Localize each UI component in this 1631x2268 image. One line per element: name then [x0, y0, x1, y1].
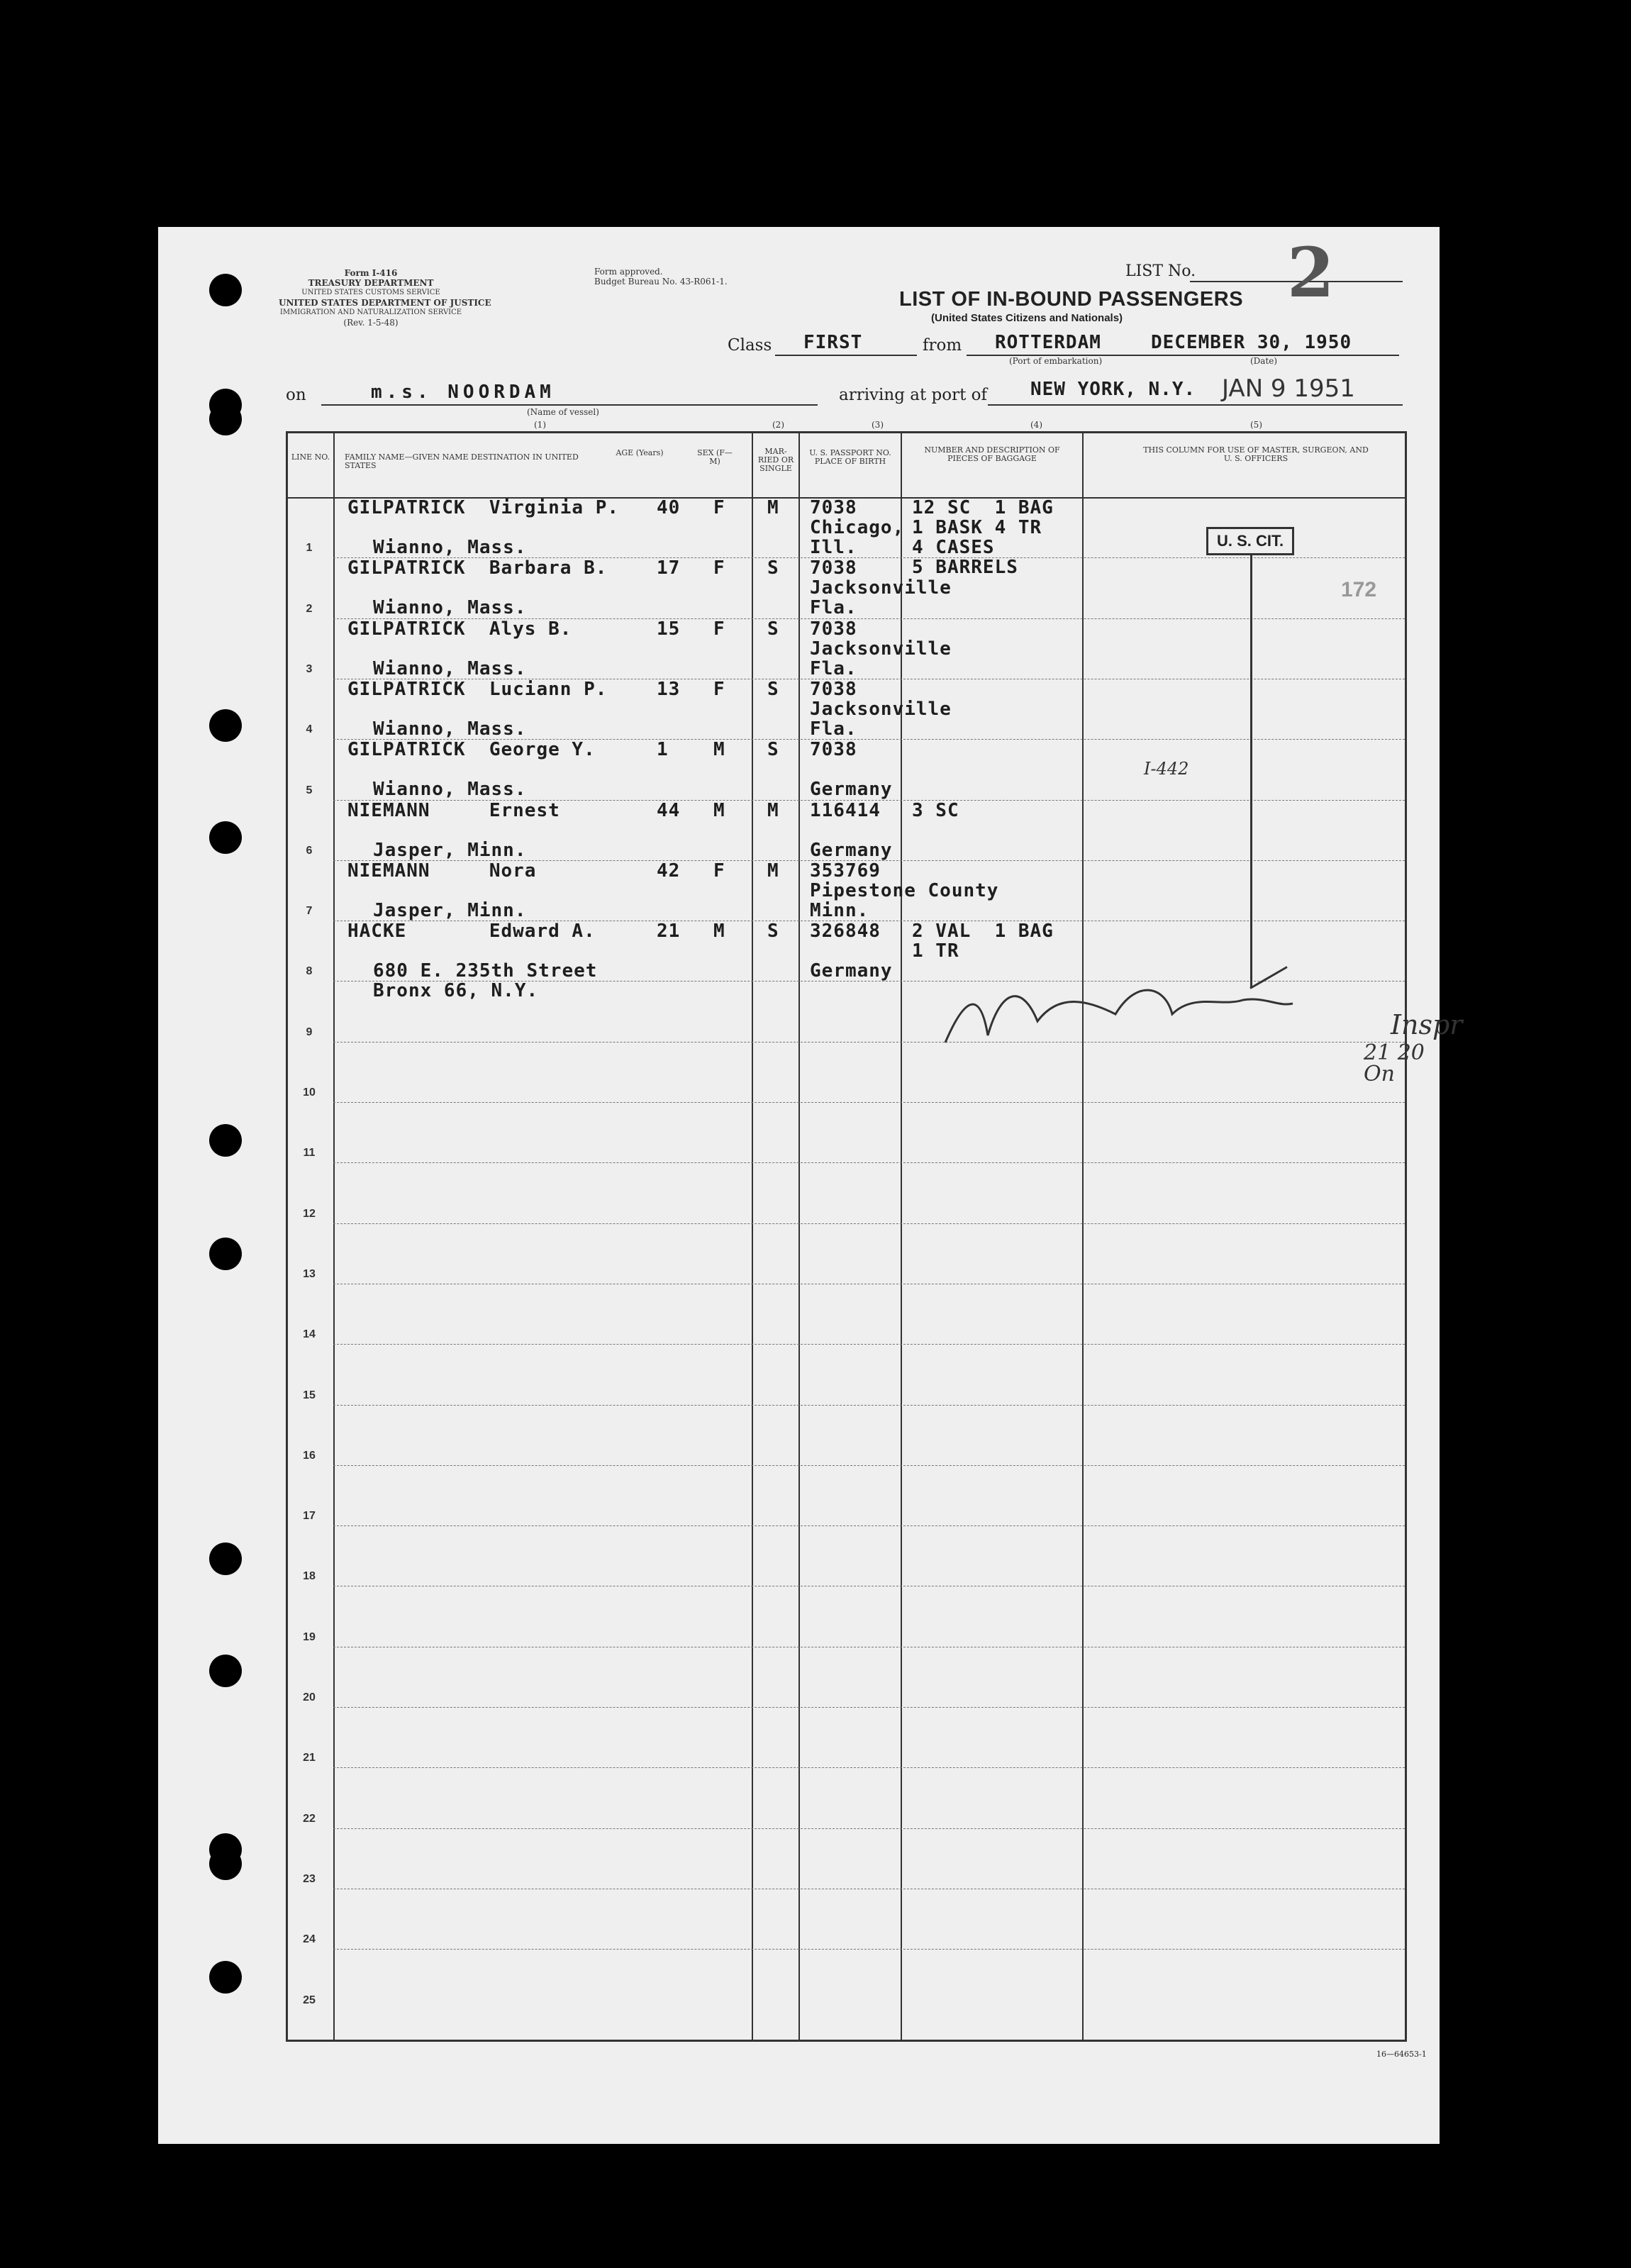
passenger-baggage: 5 BARRELS	[912, 557, 1018, 578]
passenger-marital: S	[767, 678, 779, 700]
passenger-marital: S	[767, 739, 779, 761]
form-number: Form I-416	[344, 268, 398, 278]
passenger-sex: M	[713, 921, 725, 943]
punch-hole	[209, 274, 242, 306]
manifest-sheet	[158, 227, 1463, 2144]
class-label: Class	[728, 336, 772, 355]
punch-hole	[209, 709, 242, 742]
approved-text: Form approved.	[594, 267, 663, 277]
passenger-age: 17	[657, 557, 681, 579]
passenger-sex: M	[713, 799, 725, 821]
passenger-marital: S	[767, 557, 779, 579]
form-subtitle: (United States Citizens and Nationals)	[931, 312, 1123, 324]
passenger-passport: 7038	[810, 497, 857, 518]
passenger-name: GILPATRICK Alys B.	[347, 618, 572, 640]
col-header-officers: THIS COLUMN FOR USE OF MASTER, SURGEON, AND U. S. OFFICERS	[1143, 445, 1369, 463]
line-number: 21	[303, 1752, 316, 1764]
annotation-time: 21 20 On	[1364, 1040, 1425, 1086]
line-number: 13	[303, 1267, 316, 1280]
on-label: on	[286, 386, 306, 404]
passenger-sex: F	[713, 618, 725, 640]
punch-hole	[209, 821, 242, 854]
passenger-baggage: 4 CASES	[912, 537, 995, 558]
passenger-passport: 7038	[810, 557, 857, 579]
passenger-passport: 7038	[810, 678, 857, 700]
passenger-birth-line2: Germany	[810, 839, 893, 861]
punch-hole	[209, 1238, 242, 1270]
passenger-destination: Wianno, Mass.	[373, 657, 527, 679]
dept-ins: IMMIGRATION AND NATURALIZATION SERVICE	[279, 308, 462, 316]
line-number: 25	[303, 1994, 316, 2006]
line-number: 6	[306, 844, 313, 857]
passenger-age: 13	[657, 678, 681, 700]
line-number: 3	[306, 662, 313, 675]
passenger-destination-line2: Bronx 66, N.Y.	[373, 980, 539, 1002]
line-number: 8	[306, 965, 313, 978]
col-header-age: AGE (Years)	[616, 448, 664, 457]
line-number: 10	[303, 1086, 316, 1099]
col-header-line: LINE NO.	[291, 452, 330, 462]
passenger-birth-line2: Fla.	[810, 597, 857, 619]
footer-code: 16—64653-1	[1376, 2050, 1427, 2059]
passenger-marital: M	[767, 497, 779, 518]
passenger-destination: Wianno, Mass.	[373, 537, 527, 558]
from-value: ROTTERDAM	[995, 332, 1101, 353]
form-title: LIST OF IN-BOUND PASSENGERS	[899, 288, 1244, 311]
line-number: 22	[303, 1812, 316, 1825]
arriving-label: arriving at port of	[839, 386, 987, 404]
passenger-sex: F	[713, 557, 725, 579]
line-number: 23	[303, 1872, 316, 1885]
col-header-sex: SEX (F—M)	[697, 448, 733, 466]
passenger-baggage: 1 BASK 4 TR	[912, 517, 1042, 538]
passenger-name: NIEMANN Nora	[347, 860, 537, 882]
arrival-date: JAN 9 1951	[1222, 374, 1355, 403]
list-no-label: LIST No.	[1125, 262, 1196, 280]
line-number: 7	[306, 905, 313, 918]
punch-hole	[209, 1847, 242, 1880]
line-number: 17	[303, 1510, 316, 1523]
passenger-birth-line1: Jacksonville	[810, 698, 952, 720]
us-citizen-stamp: U. S. CIT.	[1206, 527, 1294, 555]
passenger-age: 15	[657, 618, 681, 640]
line-number: 4	[306, 723, 313, 736]
vessel-name: m.s. NOORDAM	[371, 382, 555, 403]
class-value: FIRST	[803, 332, 863, 353]
col-header-passport: U. S. PASSPORT NO. PLACE OF BIRTH	[809, 448, 891, 466]
passenger-passport: 7038	[810, 618, 857, 640]
colnum-1: (1)	[534, 420, 546, 430]
colnum-2: (2)	[772, 420, 784, 430]
passenger-destination: Wianno, Mass.	[373, 597, 527, 619]
passenger-name: GILPATRICK Barbara B.	[347, 557, 608, 579]
line-number: 24	[303, 1933, 316, 1946]
passenger-birth-line2: Fla.	[810, 718, 857, 740]
annotation-172: 172	[1341, 578, 1377, 601]
punch-hole	[209, 1124, 242, 1157]
passenger-age: 40	[657, 497, 681, 518]
passenger-birth-line2: Ill.	[810, 537, 857, 558]
passenger-marital: S	[767, 921, 779, 943]
line-number: 1	[306, 542, 313, 555]
signature-title: Inspr	[1391, 1009, 1463, 1040]
passenger-passport: 353769	[810, 860, 881, 882]
arrival-port: NEW YORK, N.Y.	[1030, 379, 1196, 400]
passenger-name: HACKE Edward A.	[347, 921, 596, 943]
line-number: 2	[306, 602, 313, 615]
date-label: (Date)	[1250, 356, 1278, 366]
passenger-birth-line1: Jacksonville	[810, 577, 952, 599]
col-header-baggage: NUMBER AND DESCRIPTION OF PIECES OF BAGGAGE	[924, 445, 1060, 463]
header-dept-block	[279, 268, 491, 328]
sail-date: DECEMBER 30, 1950	[1151, 332, 1352, 353]
line-number: 16	[303, 1449, 316, 1462]
list-no-value: 2	[1287, 233, 1335, 313]
passenger-age: 21	[657, 921, 681, 943]
passenger-birth-line1: Pipestone County	[810, 879, 999, 901]
punch-hole	[209, 403, 242, 435]
passenger-baggage: 3 SC	[912, 799, 959, 821]
from-label: from	[923, 336, 962, 355]
punch-hole	[209, 1542, 242, 1575]
passenger-marital: M	[767, 799, 779, 821]
annotation-i442: I-442	[1144, 759, 1189, 779]
line-number: 15	[303, 1389, 316, 1401]
passenger-birth-line2: Fla.	[810, 657, 857, 679]
form-revision: (Rev. 1-5-48)	[343, 318, 399, 328]
col-header-name: FAMILY NAME—GIVEN NAME DESTINATION IN UNITED STATES	[345, 452, 579, 470]
budget-text: Budget Bureau No. 43-R061-1.	[594, 277, 728, 287]
form-approval	[594, 267, 728, 287]
line-number: 19	[303, 1630, 316, 1643]
line-number: 18	[303, 1570, 316, 1583]
bracket-line	[1250, 555, 1252, 987]
passenger-destination: Jasper, Minn.	[373, 839, 527, 861]
dept-customs: UNITED STATES CUSTOMS SERVICE	[301, 289, 440, 296]
colnum-3: (3)	[872, 420, 884, 430]
passenger-destination: 680 E. 235th Street	[373, 960, 598, 982]
passenger-name: GILPATRICK Luciann P.	[347, 678, 608, 700]
passenger-birth-line2: Germany	[810, 779, 893, 801]
punch-hole	[209, 1961, 242, 1994]
passenger-baggage: 1 TR	[912, 940, 959, 962]
line-number: 5	[306, 784, 313, 796]
line-number: 9	[306, 1025, 313, 1038]
passenger-passport: 116414	[810, 799, 881, 821]
col-header-married: MAR-RIED OR SINGLE	[757, 447, 794, 473]
line-number: 14	[303, 1328, 316, 1341]
dept-treasury: TREASURY DEPARTMENT	[308, 278, 434, 288]
colnum-5: (5)	[1250, 420, 1262, 430]
line-number: 20	[303, 1691, 316, 1703]
passenger-table	[286, 431, 1407, 2042]
passenger-birth-line1: Chicago,	[810, 517, 905, 538]
punch-hole	[209, 1655, 242, 1687]
passenger-age: 44	[657, 799, 681, 821]
line-number: 12	[303, 1207, 316, 1220]
passenger-destination: Wianno, Mass.	[373, 718, 527, 740]
passenger-destination: Jasper, Minn.	[373, 899, 527, 921]
passenger-birth-line2: Minn.	[810, 899, 869, 921]
passenger-destination: Wianno, Mass.	[373, 779, 527, 801]
line-number: 11	[303, 1147, 316, 1160]
passenger-sex: F	[713, 860, 725, 882]
passenger-sex: M	[713, 739, 725, 761]
passenger-age: 42	[657, 860, 681, 882]
passenger-sex: F	[713, 497, 725, 518]
passenger-marital: S	[767, 618, 779, 640]
passenger-age: 1	[657, 739, 669, 761]
passenger-passport: 7038	[810, 739, 857, 761]
colnum-4: (4)	[1030, 420, 1042, 430]
passenger-birth-line2: Germany	[810, 960, 893, 982]
dept-justice: UNITED STATES DEPARTMENT OF JUSTICE	[279, 298, 491, 308]
passenger-baggage: 12 SC 1 BAG	[912, 497, 1054, 518]
port-embark-label: (Port of embarkation)	[1009, 356, 1103, 366]
passenger-sex: F	[713, 678, 725, 700]
passenger-marital: M	[767, 860, 779, 882]
passenger-name: GILPATRICK George Y.	[347, 739, 596, 761]
passenger-name: NIEMANN Ernest	[347, 799, 560, 821]
passenger-birth-line1: Jacksonville	[810, 638, 952, 660]
passenger-name: GILPATRICK Virginia P.	[347, 497, 620, 518]
passenger-passport: 326848	[810, 921, 881, 943]
passenger-baggage: 2 VAL 1 BAG	[912, 921, 1054, 943]
vessel-label: (Name of vessel)	[527, 407, 599, 417]
